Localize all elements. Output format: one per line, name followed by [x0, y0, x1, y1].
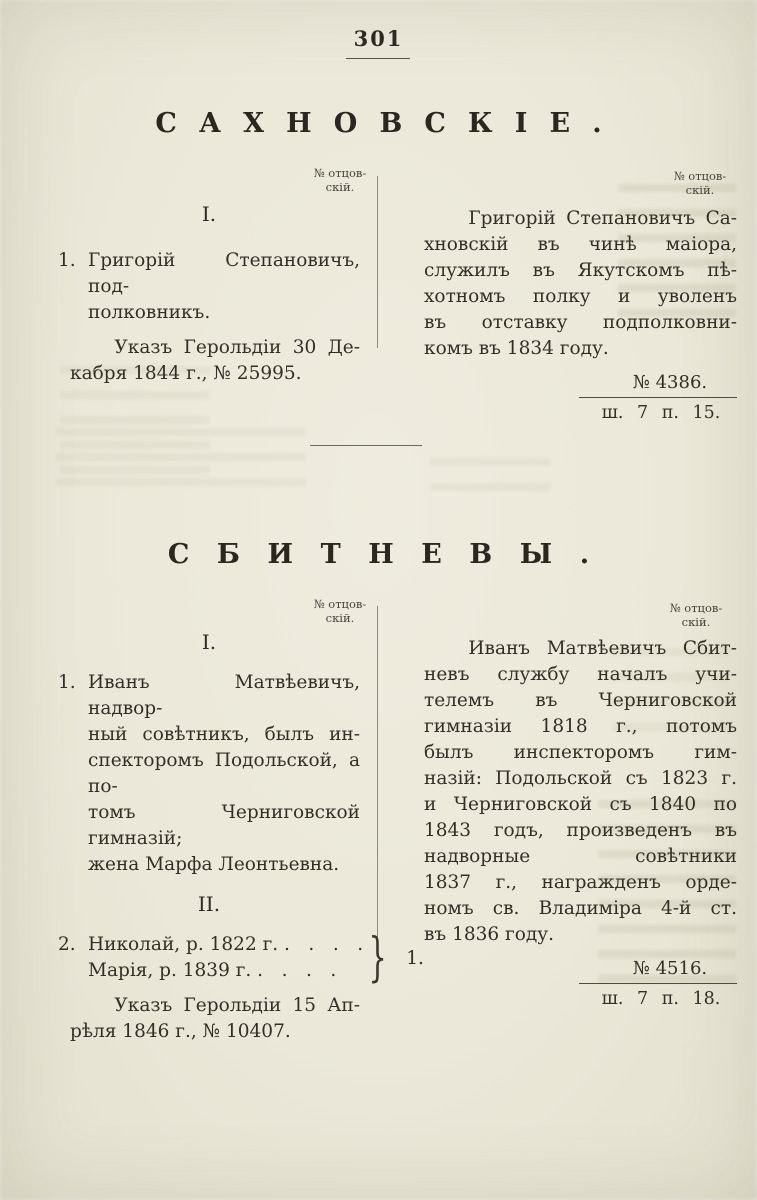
- scan-bleedthrough: [56, 428, 306, 500]
- section1-right-column: [424, 206, 737, 425]
- scan-bleedthrough: [430, 458, 550, 508]
- entry-number: 2.: [58, 934, 76, 955]
- entry-text: Григорій Степановичъ, под- полковникъ.: [88, 250, 360, 323]
- record-code: ш. 7 п. 15.: [601, 403, 721, 423]
- entry-text: Иванъ Матвѣевичъ, надвор- ный совѣтникъ, былъ ин- спекторомъ Подольской, а по- томъ Черниговской гимназій; жена Марфа Леонтьевна.: [88, 672, 360, 875]
- generation-heading: I.: [201, 202, 217, 226]
- biography-paragraph: Иванъ Матвѣевичъ Сбит- невъ службу началъ учи- телемъ въ Черниговской гимназіи 1818 г., потомъ былъ инспекторомъ гим- назій: Подольской съ 1823 г. и Черниговской съ 1840 по 1843 годъ, произведенъ въ надворные совѣтники 1837 г., награжденъ орде- номъ св. Владиміра 4-й ст. въ 1836 году.: [424, 638, 737, 945]
- generation-heading: II.: [197, 892, 221, 916]
- section-title-sakhnovskie: САХНОВСКІЕ.: [155, 108, 624, 139]
- section2-left-column: [58, 630, 424, 1045]
- record-code: ш. 7 п. 18.: [601, 989, 721, 1009]
- section1-left-column: [58, 202, 360, 387]
- column-header-right: № отцов- скій.: [673, 169, 727, 197]
- record-rule: [579, 397, 737, 398]
- genealogy-entry: [58, 248, 360, 326]
- grouping-brace: }: [368, 928, 387, 988]
- column-divider-rule: [377, 176, 378, 348]
- record-reference: [585, 957, 737, 1011]
- generation-heading: I.: [201, 630, 217, 654]
- section2-right-column: [424, 636, 737, 1011]
- column-header-right: № отцов- скій.: [669, 601, 723, 629]
- brace-label: 1.: [406, 947, 424, 969]
- entry-number: 1.: [58, 672, 76, 693]
- genealogy-entry: [58, 670, 360, 878]
- record-number: № 4516.: [632, 958, 708, 979]
- decree-text: Указъ Герольдіи 15 Ап- рѣля 1846 г., № 10407.: [70, 995, 360, 1042]
- record-reference: [585, 371, 737, 425]
- record-rule: [579, 983, 737, 984]
- page-number-rule: [346, 58, 410, 59]
- section-divider-rule: [310, 445, 422, 446]
- column-divider-rule: [377, 606, 378, 954]
- page-number: 301: [353, 26, 404, 51]
- genealogy-entry: [58, 928, 424, 988]
- column-header-left: № отцов- скій.: [313, 597, 367, 625]
- biography-paragraph: Григорій Степановичъ Са- хновскій въ чинѣ маіора, служилъ въ Якутскомъ пѣ- хотномъ полку и уволенъ въ отставку подполковни- комъ въ 1834 году.: [424, 208, 737, 359]
- column-header-left: № отцов- скій.: [313, 166, 367, 194]
- section-title-sbitnevy: СБИТНЕВЫ.: [167, 539, 617, 570]
- record-number: № 4386.: [632, 372, 708, 393]
- entry-number: 1.: [58, 250, 76, 271]
- decree-text: Указъ Герольдіи 30 Де- кабря 1844 г., № 25995.: [70, 337, 360, 384]
- entry-text: Николай, р. 1822 г. . . . . Марія, р. 1839 г. . . . .: [88, 934, 364, 981]
